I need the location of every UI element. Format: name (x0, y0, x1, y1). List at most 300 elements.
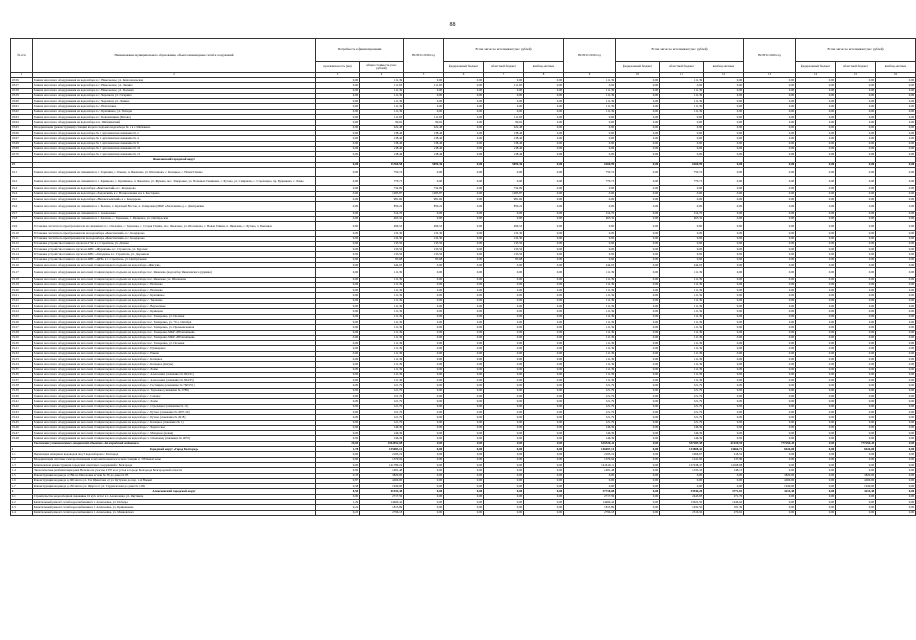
value-cell: 0,00 (524, 78, 564, 83)
value-cell: 0,00 (744, 93, 796, 98)
value-cell: 138,46 (404, 136, 444, 141)
value-cell: 0,00 (796, 197, 836, 202)
value-cell: 0,00 (444, 141, 484, 146)
value-cell: 0,00 (704, 93, 744, 98)
column-index-cell: 10 (616, 73, 660, 78)
value-cell: 111,39 (660, 330, 704, 335)
value-cell: 0,00 (404, 447, 444, 452)
value-cell: 111,39 (360, 325, 404, 330)
value-cell: 0,00 (316, 346, 360, 351)
row-number-cell: 19.27 (11, 325, 33, 330)
value-cell: 0,00 (660, 231, 704, 236)
row-name-cell: Замена насосного оборудования на водозаборе № 1 артезианская скважина № 8 (33, 141, 316, 146)
value-cell: 0,00 (796, 93, 836, 98)
value-cell: 0,00 (564, 247, 616, 252)
value-cell: 0,00 (796, 409, 836, 414)
value-cell: 0,00 (524, 99, 564, 104)
value-cell: 111,39 (564, 277, 616, 282)
value-cell: 0,00 (444, 216, 484, 221)
value-cell: 0,00 (704, 109, 744, 114)
row-name-cell: Замена насосного оборудования на водозаборе № 1 артезианская скважина № 2 (33, 130, 316, 135)
value-cell: 496,53 (484, 222, 524, 231)
value-cell: 0,00 (876, 146, 916, 151)
value-cell: 0,00 (744, 314, 796, 319)
row-number-cell: 19.22 (11, 298, 33, 303)
value-cell: 0,00 (444, 346, 484, 351)
value-cell: 0,00 (616, 388, 660, 393)
value-cell: 111,39 (660, 109, 704, 114)
value-cell: 0,00 (484, 383, 524, 388)
value-cell: 0,00 (524, 186, 564, 191)
value-cell: 0,00 (704, 277, 744, 282)
value-cell: 0,00 (444, 325, 484, 330)
value-cell: 0,00 (616, 288, 660, 293)
value-cell: 0,00 (796, 186, 836, 191)
value-cell: 0,00 (836, 93, 876, 98)
value-cell: 0,00 (316, 191, 360, 196)
value-cell: 121,79 (660, 409, 704, 414)
value-cell: 0,00 (876, 494, 916, 499)
value-cell: 0,00 (836, 136, 876, 141)
value-cell: 0,00 (484, 468, 524, 473)
value-cell: 0,00 (404, 409, 444, 414)
value-cell: 0,00 (444, 93, 484, 98)
value-cell: 0,00 (744, 404, 796, 409)
header-fed-2019: федеральный бюджет (616, 62, 660, 73)
value-cell: 0,00 (744, 452, 796, 457)
value-cell: 138,46 (360, 130, 404, 135)
value-cell: 0,00 (744, 319, 796, 324)
value-cell: 0,00 (796, 211, 836, 216)
value-cell: 121,79 (564, 404, 616, 409)
value-cell: 0,00 (796, 325, 836, 330)
value-cell: 111,39 (360, 341, 404, 346)
value-cell: 0,00 (704, 152, 744, 157)
value-cell: 0,00 (524, 120, 564, 125)
value-cell: 0,00 (796, 510, 836, 515)
value-cell: 111,39 (660, 93, 704, 98)
value-cell: 0,00 (444, 341, 484, 346)
value-cell: 0,00 (836, 394, 876, 399)
value-cell: 0,00 (876, 136, 916, 141)
value-cell: 314,70 (564, 211, 616, 216)
row-name-cell: Экологическая реабилитация реки Везелка на участке 2370 м от устья в городе Белгороде Белгородской области (33, 468, 316, 473)
header-reg-2020: областной бюджет (836, 62, 876, 73)
value-cell: 222,48 (404, 125, 444, 130)
table-row (11, 168, 916, 177)
value-cell: 0,00 (796, 452, 836, 457)
value-cell: 111,39 (660, 335, 704, 340)
value-cell: 0,00 (876, 346, 916, 351)
value-cell: 0,00 (484, 346, 524, 351)
value-cell: 1379,94 (360, 457, 404, 462)
value-cell: 0,00 (444, 415, 484, 420)
value-cell: 0,00 (444, 335, 484, 340)
value-cell: 0,00 (616, 162, 660, 167)
value-cell: 0,00 (744, 357, 796, 362)
value-cell: 0,00 (564, 130, 616, 135)
value-cell: 0,00 (524, 115, 564, 120)
value-cell: 0,00 (484, 335, 524, 340)
row-name-cell: Замена насосного оборудования на насосной станции первого подъема на водозаборе с. Крапивное (33, 293, 316, 298)
value-cell: 0,00 (660, 252, 704, 257)
value-cell: 0,00 (404, 346, 444, 351)
value-cell: 0,00 (444, 99, 484, 104)
value-cell: 37718,08 (564, 489, 616, 494)
value-cell: 0,00 (744, 346, 796, 351)
value-cell: 0,00 (836, 268, 876, 277)
value-cell: 0,00 (616, 319, 660, 324)
row-number-cell: 19.2 (11, 177, 33, 186)
value-cell: 1813,89 (564, 505, 616, 510)
value-cell: 0,00 (660, 236, 704, 241)
value-cell: 0,00 (744, 141, 796, 146)
table-row (11, 222, 916, 231)
value-cell: 0,00 (616, 468, 660, 473)
value-cell: 111,39 (660, 293, 704, 298)
value-cell: 0,00 (616, 431, 660, 436)
value-cell: 0,00 (796, 78, 836, 83)
value-cell: 0,00 (316, 457, 360, 462)
row-number-cell: 19.21 (11, 293, 33, 298)
value-cell: 1379,94 (564, 457, 616, 462)
value-cell: 0,00 (796, 304, 836, 309)
value-cell: 0,00 (796, 231, 836, 236)
value-cell: 111,39 (660, 372, 704, 377)
value-cell: 111,39 (564, 330, 616, 335)
value-cell: 0,00 (616, 231, 660, 236)
value-cell: 0,00 (796, 162, 836, 167)
value-cell: 111,39 (564, 88, 616, 93)
row-name-cell: Яковлевский городской округ (33, 157, 316, 162)
value-cell: 0,00 (744, 268, 796, 277)
value-cell: 0,00 (564, 257, 616, 262)
row-number-cell: 18.64 (11, 120, 33, 125)
value-cell: 0,00 (316, 168, 360, 177)
value-cell: 0,00 (744, 236, 796, 241)
value-cell: 0,00 (836, 378, 876, 383)
value-cell: 0,00 (796, 263, 836, 268)
value-cell: 0,00 (744, 115, 796, 120)
value-cell: 0,00 (876, 211, 916, 216)
value-cell: 0,00 (836, 500, 876, 505)
value-cell: 0,00 (744, 288, 796, 293)
value-cell: 0,00 (876, 351, 916, 356)
header-need-cost: общая стоимость (тыс. рублей) (360, 62, 404, 73)
value-cell: 0,00 (744, 335, 796, 340)
value-cell: 0,00 (876, 462, 916, 467)
value-cell: 111,39 (564, 282, 616, 287)
value-cell: 0,00 (876, 78, 916, 83)
value-cell: 0,00 (616, 404, 660, 409)
value-cell: 0,00 (616, 436, 660, 441)
row-number-cell: 19.43 (11, 409, 33, 414)
value-cell: 0,00 (704, 314, 744, 319)
value-cell: 0,00 (316, 136, 360, 141)
value-cell: 0,00 (616, 83, 660, 88)
row-number-cell: 2.1 (11, 494, 33, 499)
value-cell: 0,00 (876, 335, 916, 340)
value-cell: 0,00 (316, 394, 360, 399)
value-cell: 0,00 (796, 500, 836, 505)
value-cell: 0,00 (404, 420, 444, 425)
header-total-2019: ВСЕГО 2019 год (564, 39, 616, 73)
value-cell: 121,79 (564, 420, 616, 425)
value-cell: 0,00 (484, 367, 524, 372)
value-cell: 8426,00 (836, 447, 876, 452)
value-cell: 0,00 (876, 362, 916, 367)
value-cell: 0,00 (704, 394, 744, 399)
value-cell: 0,00 (744, 168, 796, 177)
value-cell: 0,00 (616, 197, 660, 202)
value-cell: 0,00 (444, 367, 484, 372)
value-cell: 0,00 (704, 425, 744, 430)
value-cell: 0,00 (704, 351, 744, 356)
value-cell: 0,00 (744, 211, 796, 216)
row-number-cell: 19.34 (11, 362, 33, 367)
value-cell: 111,83 (484, 83, 524, 88)
row-number-cell: 18.58 (11, 88, 33, 93)
value-cell: 0,00 (616, 211, 660, 216)
value-cell: 0,00 (524, 309, 564, 314)
value-cell: 0,00 (616, 473, 660, 478)
row-name-cell: Замена насосного оборудования на скважинах в с. Казачек, с. Терновые, с. Мощеное, ул. Октябрьская (33, 216, 316, 221)
value-cell: 0,00 (836, 367, 876, 372)
value-cell: 0,00 (876, 415, 916, 420)
value-cell: 0,00 (616, 399, 660, 404)
value-cell: 0,00 (796, 115, 836, 120)
value-cell: 0,00 (316, 425, 360, 430)
row-number-cell: 19.5 (11, 197, 33, 202)
value-cell: 0,00 (316, 277, 360, 282)
value-cell: 138,46 (484, 146, 524, 151)
value-cell: 0,00 (660, 191, 704, 196)
value-cell: 0,00 (616, 88, 660, 93)
row-number-cell: 19.45 (11, 420, 33, 425)
value-cell: 0,00 (404, 314, 444, 319)
value-cell: 0,00 (744, 241, 796, 246)
value-cell: 0,00 (836, 452, 876, 457)
value-cell: 0,00 (484, 505, 524, 510)
value-cell: 0,00 (316, 415, 360, 420)
value-cell: 0,00 (836, 216, 876, 221)
page-number: 88 (449, 22, 456, 28)
value-cell: 0,00 (876, 314, 916, 319)
value-cell: 99,02 (360, 120, 404, 125)
value-cell: 0,00 (316, 162, 360, 167)
value-cell: 0,00 (744, 125, 796, 130)
value-cell: 0,00 (484, 447, 524, 452)
value-cell: 0,00 (704, 309, 744, 314)
value-cell: 0,00 (704, 378, 744, 383)
value-cell: 0,00 (316, 357, 360, 362)
value-cell: 279,62 (704, 510, 744, 515)
value-cell: 0,00 (744, 341, 796, 346)
row-name-cell: Капитальный ремонт сетей водоснабжения в г. Алексеевка, ул. Кривошеева (33, 505, 316, 510)
value-cell: 0,00 (524, 247, 564, 252)
value-cell: 0,00 (484, 293, 524, 298)
value-cell: 0,00 (616, 216, 660, 221)
value-cell: 0,00 (704, 319, 744, 324)
value-cell: 0,00 (744, 231, 796, 236)
value-cell: 0,00 (316, 367, 360, 372)
value-cell: 0,00 (876, 202, 916, 211)
value-cell: 0,00 (876, 241, 916, 246)
value-cell: 0,00 (404, 494, 444, 499)
value-cell: 0,00 (744, 136, 796, 141)
column-index-cell: 15 (836, 73, 876, 78)
value-cell: 0,00 (404, 357, 444, 362)
value-cell: 0,00 (744, 394, 796, 399)
value-cell: 0,00 (876, 383, 916, 388)
value-cell: 137,99 (704, 457, 744, 462)
value-cell: 0,00 (704, 115, 744, 120)
header-number: № п/п (11, 39, 33, 73)
value-cell: 0,00 (744, 247, 796, 252)
value-cell: 121,79 (360, 388, 404, 393)
value-cell: 0,00 (484, 478, 524, 483)
value-cell: 0,00 (404, 88, 444, 93)
value-cell: 127438,47 (660, 462, 704, 467)
row-number-cell: 19.9 (11, 222, 33, 231)
value-cell: 0,00 (616, 222, 660, 231)
value-cell: 4260,00 (836, 478, 876, 483)
column-index-cell: 9 (564, 73, 616, 78)
value-cell: 111,39 (660, 99, 704, 104)
value-cell: 111,39 (564, 293, 616, 298)
value-cell: 0,00 (744, 330, 796, 335)
value-cell: 981,69 (360, 197, 404, 202)
value-cell: 0,00 (876, 489, 916, 494)
row-name-cell: Замена насосного оборудования на насосной станции первого подъема на водозаборе пос. Томаровка, ул. 70 л. Октября (33, 319, 316, 324)
value-cell: 0,00 (524, 93, 564, 98)
value-cell: 0,00 (876, 197, 916, 202)
value-cell: 2717,59 (564, 494, 616, 499)
value-cell: 0,00 (616, 478, 660, 483)
value-cell: 0,00 (564, 222, 616, 231)
row-name-cell: Замена насосного оборудования на насосной станции первого подъема на водозаборе с. Мощеное (новая) (33, 431, 316, 436)
row-number-cell: 19.28 (11, 330, 33, 335)
value-cell: 1285,87 (484, 191, 524, 196)
value-cell: 0,00 (704, 484, 744, 489)
value-cell: 0,00 (616, 202, 660, 211)
row-name-cell: Реконструкция водовода д.100 мм по ул. Газ Щекобова от ул. Кутузова до пер. 1-й Новый (33, 478, 316, 483)
value-cell: 0,00 (616, 346, 660, 351)
value-cell: 0,87 (316, 478, 360, 483)
value-cell: 111,39 (360, 357, 404, 362)
value-cell: 0,00 (796, 298, 836, 303)
value-cell: 1,78 (316, 447, 360, 452)
value-cell: 0,00 (744, 99, 796, 104)
column-index-cell: 16 (876, 73, 916, 78)
value-cell: 0,00 (404, 399, 444, 404)
value-cell: 111,39 (660, 341, 704, 346)
value-cell: 0,00 (524, 409, 564, 414)
row-number-cell: 1.4 (11, 468, 33, 473)
value-cell: 222,48 (360, 125, 404, 130)
row-name-cell: Замена насосного оборудования на водозаборе в с. Ковалевщина (Батово) (33, 115, 316, 120)
value-cell: 0,00 (836, 88, 876, 93)
value-cell: 181,39 (704, 505, 744, 510)
value-cell: 111,39 (660, 282, 704, 287)
value-cell: 0,00 (704, 202, 744, 211)
value-cell: 0,00 (404, 168, 444, 177)
header-ext-2020: внебюд-жетные (876, 62, 916, 73)
value-cell: 0,00 (616, 115, 660, 120)
value-cell: 0,00 (616, 420, 660, 425)
value-cell: 0,00 (660, 241, 704, 246)
value-cell: 0,00 (444, 404, 484, 409)
value-cell: 0,00 (836, 282, 876, 287)
value-cell: 0,00 (524, 372, 564, 377)
value-cell: 0,00 (876, 431, 916, 436)
row-name-cell: Замена насосного оборудования на насосной станции первого подъема на водозаборе с. Алексеевка (скважина № 604/25) (33, 378, 316, 383)
value-cell: 121,79 (564, 388, 616, 393)
column-index-cell: 7 (484, 73, 524, 78)
value-cell: 0,00 (316, 383, 360, 388)
value-cell: 0,00 (744, 109, 796, 114)
value-cell: 0,00 (704, 478, 744, 483)
value-cell: 0,00 (404, 510, 444, 515)
value-cell: 0,00 (316, 304, 360, 309)
value-cell: 0,00 (836, 468, 876, 473)
value-cell: 0,00 (444, 425, 484, 430)
value-cell: 0,00 (836, 288, 876, 293)
value-cell: 0,00 (404, 335, 444, 340)
value-cell: 5099,36 (404, 162, 444, 167)
value-cell: 0,00 (744, 152, 796, 157)
value-cell: 0,00 (836, 425, 876, 430)
value-cell: 0,00 (484, 168, 524, 177)
value-cell: 0,00 (484, 325, 524, 330)
value-cell: 0,00 (660, 478, 704, 483)
value-cell: 111,39 (660, 319, 704, 324)
value-cell: 1040,00 (360, 484, 404, 489)
value-cell: 111,39 (360, 99, 404, 104)
value-cell: 0,00 (796, 268, 836, 277)
value-cell: 0,00 (616, 457, 660, 462)
column-index-cell: 4 (360, 73, 404, 78)
value-cell: 0,00 (524, 468, 564, 473)
value-cell: 146,39 (564, 436, 616, 441)
value-cell: 146,39 (360, 425, 404, 430)
value-cell: 0,00 (316, 341, 360, 346)
value-cell: 0,00 (876, 282, 916, 287)
value-cell: 0,00 (404, 268, 444, 277)
value-cell: 0,00 (744, 309, 796, 314)
value-cell: 0,00 (524, 452, 564, 457)
value-cell: 121,79 (660, 404, 704, 409)
value-cell: 0,00 (524, 319, 564, 324)
value-cell: 0,00 (484, 319, 524, 324)
value-cell: 0,00 (484, 425, 524, 430)
header-need-km: протяжён-ность (км) (316, 62, 360, 73)
value-cell: 0,00 (404, 468, 444, 473)
row-name-cell: Замена насосного оборудования на водозаборе в с. Никольское, ул. Полевая (33, 88, 316, 93)
value-cell: 0,00 (744, 146, 796, 151)
value-cell: 0,00 (876, 505, 916, 510)
value-cell: 0,00 (404, 325, 444, 330)
value-cell: 4214,40 (836, 489, 876, 494)
row-number-cell: 19.48 (11, 436, 33, 441)
value-cell: 0,00 (316, 263, 360, 268)
value-cell: 0,00 (796, 309, 836, 314)
value-cell: 13022,50 (660, 500, 704, 505)
value-cell: 1040,00 (836, 484, 876, 489)
column-index-cell: 14 (796, 73, 836, 78)
value-cell: 0,00 (404, 341, 444, 346)
value-cell: 0,00 (836, 257, 876, 262)
